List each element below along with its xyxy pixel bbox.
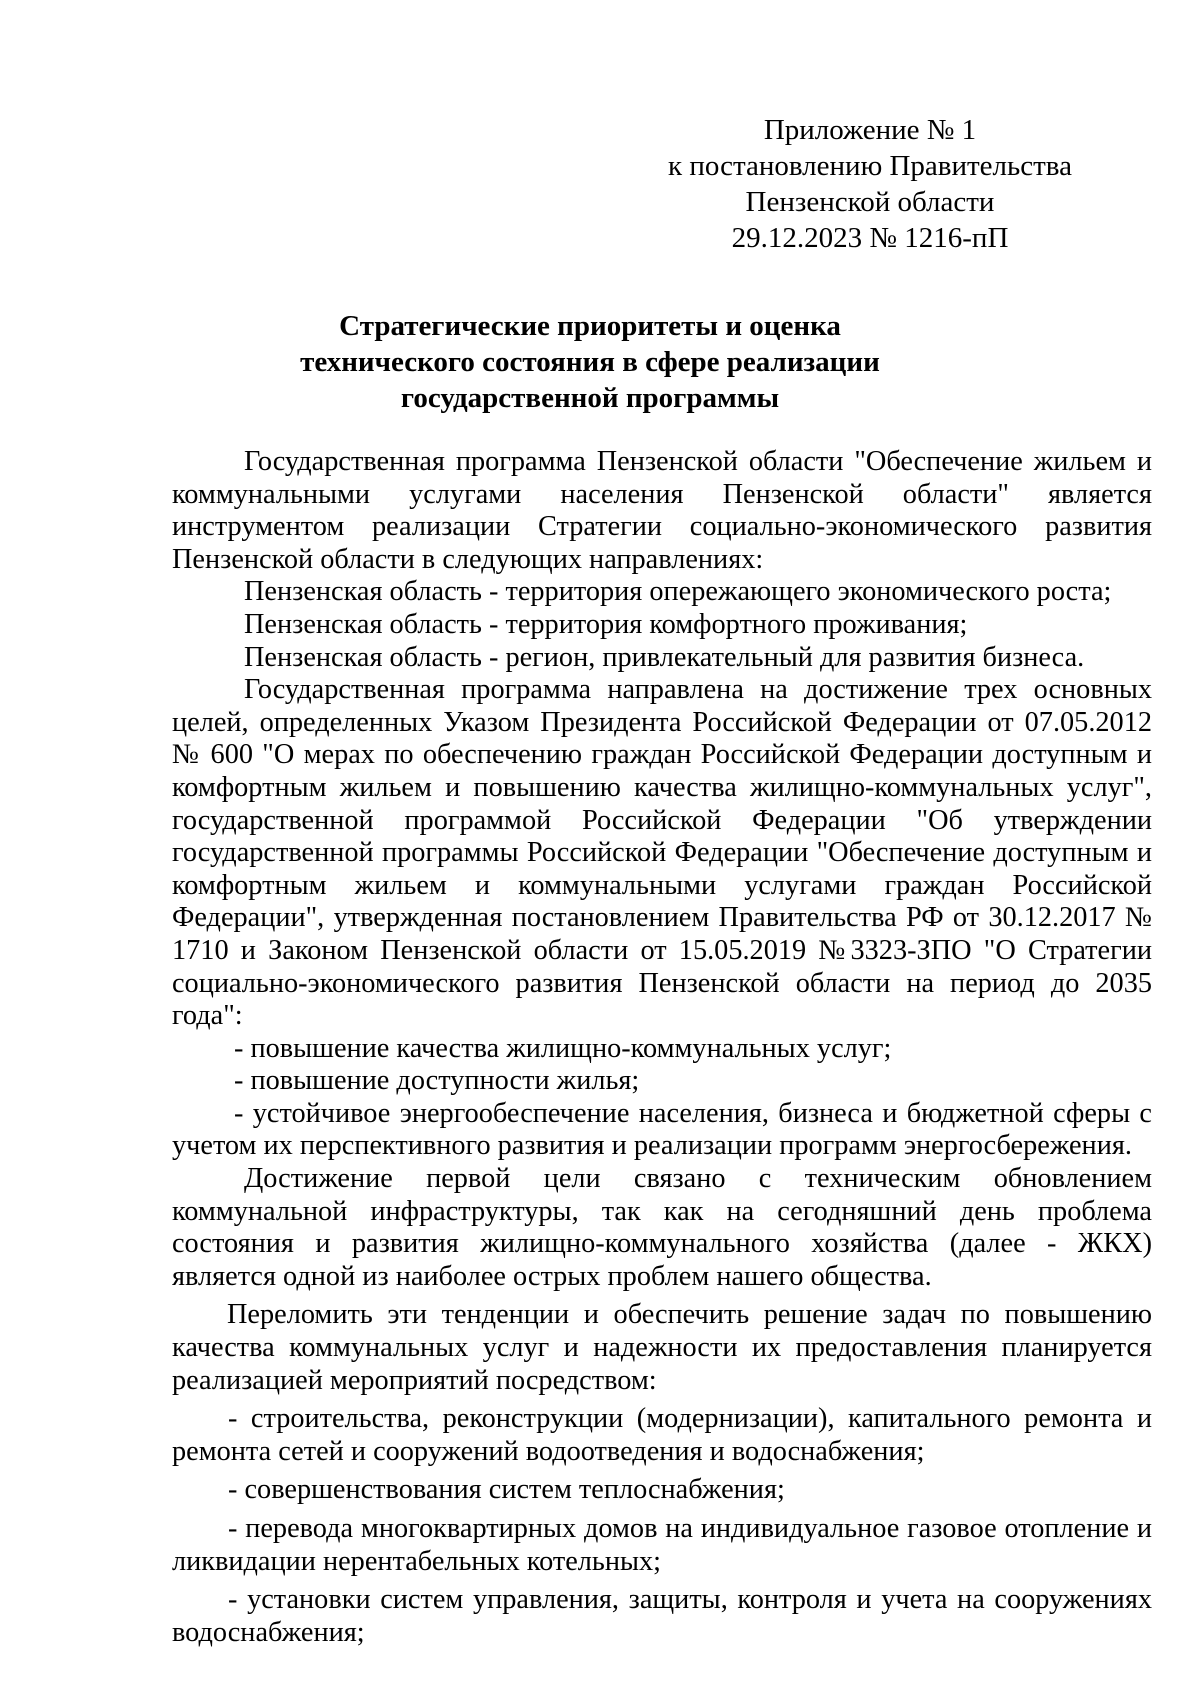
appendix-date-number: 29.12.2023 № 1216-пП <box>731 222 1009 254</box>
direction-item-1: Пензенская область - территория опережающего экономического роста; <box>244 576 1112 608</box>
direction-item-3: Пензенская область - регион, привлекательный для развития бизнеса. <box>244 641 1085 673</box>
appendix-header <box>620 112 1120 256</box>
appendix-reference: к постановлению Правительства <box>668 150 1072 182</box>
title-line-2: технического состояния в сфере реализации <box>300 346 880 378</box>
paragraph-first-goal: Достижение первой цели связано с техническим обновлением коммунальной инфраструктуры, так как на сегодняшний день проблема состояния и развития жилищно-коммунального хозяйства (далее - ЖКХ) является одной из наиболее острых проблем нашего общества. <box>172 1163 1152 1292</box>
measure-item-2: - совершенствования систем теплоснабжения; <box>228 1474 785 1506</box>
title-line-3: государственной программы <box>400 382 780 414</box>
document-body <box>172 446 1152 1649</box>
measure-item-3: - перевода многоквартирных домов на индивидуальное газовое отопление и ликвидации нерентабельных котельных; <box>172 1513 1152 1577</box>
measure-item-4: - установки систем управления, защиты, контроля и учета на сооружениях водоснабжения; <box>172 1584 1152 1648</box>
appendix-number: Приложение № 1 <box>763 114 977 146</box>
goal-item-3: - устойчивое энергообеспечение населения, бизнеса и бюджетной сферы с учетом их перспективного развития и реализации программ энергосбережения. <box>172 1097 1152 1162</box>
measure-item-1: - строительства, реконструкции (модернизации), капитального ремонта и ремонта сетей и сооружений водоотведения и водоснабжения; <box>172 1403 1152 1467</box>
paragraph-measures: Переломить эти тенденции и обеспечить решение задач по повышению качества коммунальных услуг и надежности их предоставления планируется реализацией мероприятий посредством: <box>172 1299 1152 1396</box>
direction-item-2: Пензенская область - территория комфортного проживания; <box>244 608 968 640</box>
goal-item-1: - повышение качества жилищно-коммунальных услуг; <box>234 1032 892 1064</box>
goal-item-2: - повышение доступности жилья; <box>234 1065 640 1097</box>
document-title <box>200 308 980 416</box>
paragraph-intro: Государственная программа Пензенской области "Обеспечение жильем и коммунальными услугами населения Пензенской области" является инструментом реализации Стратегии социально-экономического развития Пензенской области в следующих направлениях: <box>172 446 1152 575</box>
appendix-region: Пензенской области <box>745 186 995 218</box>
paragraph-goals: Государственная программа направлена на достижение трех основных целей, определенных Указом Президента Российской Федерации от 07.05.2012 № 600 "О мерах по обеспечению граждан Российской Федерации доступным и комфортным жильем и повышению качества жилищно-коммунальных услуг", государственной программой Российской Федерации "Об утверждении государственной программы Российской Федерации "Обеспечение доступным и комфортным жильем и коммунальными услугами граждан Российской Федерации", утвержденная постановлением Правительства РФ от 30.12.2017 № 1710 и Законом Пензенской области от 15.05.2019 №3323-ЗПО "О Стратегии социально-экономического развития Пензенской области на период до 2035 года": <box>172 674 1152 1032</box>
title-line-1: Стратегические приоритеты и оценка <box>339 310 841 342</box>
